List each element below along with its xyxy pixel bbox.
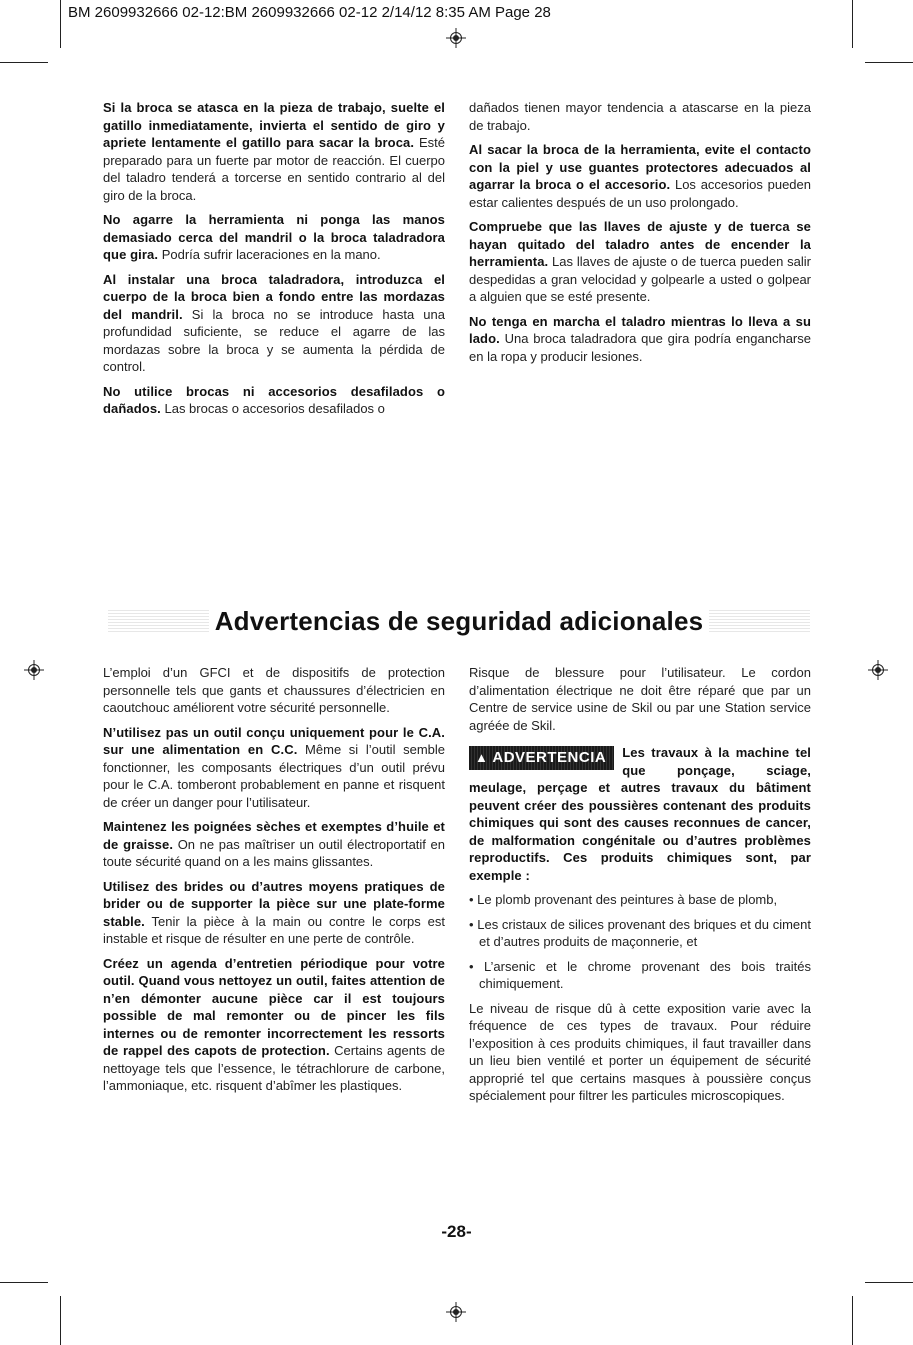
crop-mark (60, 0, 61, 48)
paragraph-text: Si la broca no se introduce hasta una profundidad suficiente, se reduce el agarre de las mordazas sobre la broca y se aumenta la pérdida de control. (103, 306, 445, 374)
paragraph-bold: Si la broca se atasca en la pieza de trabajo, suelte el gatillo inmediatamente, invierta el sentido de giro y apriete lentamente el gatillo para sacar la broca. (103, 100, 445, 150)
crop-mark (0, 1282, 48, 1283)
paragraph (103, 878, 445, 948)
paragraph (103, 211, 445, 264)
paragraph (469, 99, 811, 134)
printer-slug: BM 2609932666 02-12:BM 2609932666 02-12 2/14/12 8:35 AM Page 28 (68, 4, 551, 21)
paragraph-text: Las llaves de ajuste o de tuerca pueden salir despedidas a gran velocidad y golpearle a usted o golpear a alguien que se esté presente. (469, 254, 811, 304)
list-item: • Le plomb provenant des peintures à base de plomb, (469, 892, 778, 907)
paragraph-bold: No tenga en marcha el taladro mientras lo lleva a su lado. (469, 313, 811, 346)
paragraph-text: Las brocas o accesorios desafilados o (160, 401, 385, 416)
list-item-text: Le plomb provenant des peintures à base de plomb, (477, 892, 778, 907)
spanish-left-column (103, 99, 445, 425)
paragraph-text: Même si l’outil semble fonctionner, les composants électriques d’un outil prévu pour le C.A. tomberont probablement en panne et risquent de créer un danger pour l’utilisateur. (103, 742, 445, 810)
section-title-text: Advertencias de seguridad adicionales (209, 606, 710, 636)
paragraph (103, 955, 445, 1095)
paragraph-bold: Al instalar una broca taladradora, introduzca el cuerpo de la broca bien a fondo entre las mordazas del mandril. (103, 271, 445, 322)
paragraph-text: Tenir la pièce à la main ou contre le corps est instable et risque de résulter en une perte de contrôle. (103, 913, 445, 946)
crop-mark (60, 1296, 61, 1345)
warning-triangle-icon: ▲ (475, 750, 489, 765)
paragraph-bold: N’utilisez pas un outil conçu uniquement pour le C.A. sur une alimentation en C.C. (103, 724, 445, 757)
paragraph-text: L’emploi d’un GFCI et de dispositifs de protection personnelle tels que gants et chaussures d’électricien en caoutchouc améliorent votre sécurité personnelle. (103, 665, 445, 715)
paragraph (103, 818, 445, 871)
french-left-column (103, 664, 445, 1102)
paragraph: Le niveau de risque dû à cette exposition varie avec la fréquence de ces types de travaux. Pour réduire l’exposition à ces produits chimiques, il faut travailler dans un lieu bien ventilé et porter un équipement de sécurité approprié tel que certains masques à poussière conçus spécialement pour filtrer les particules microscopiques. (469, 1000, 811, 1103)
crop-mark (852, 1296, 853, 1345)
crop-mark (852, 0, 853, 48)
paragraph-text: Los accesorios pueden estar calientes después de un uso prolongado. (469, 177, 811, 210)
paragraph-text: Esté preparado para un fuerte par motor de reacción. El cuerpo del taladro tenderá a torcerse en sentido contrario al del giro de la broca. (103, 135, 445, 203)
warning-badge (469, 746, 614, 770)
paragraph (103, 99, 445, 204)
paragraph-bold: Utilisez des brides ou d’autres moyens pratiques de brider ou de supporter la pièce sur une plate-forme stable. (103, 878, 445, 929)
warning-label: ADVERTENCIA (492, 749, 607, 766)
list-item-text: Les cristaux de silices provenant des briques et du ciment et d’autres produits de maçonnerie, et (477, 916, 811, 949)
spanish-right-column (469, 99, 811, 372)
paragraph-text: Una broca taladradora que gira podría engancharse en la ropa y producir lesiones. (469, 331, 811, 364)
registration-mark-icon (446, 28, 466, 48)
paragraph (469, 218, 811, 306)
paragraph (469, 141, 811, 211)
french-right-column (469, 664, 811, 1112)
paragraph (103, 271, 445, 376)
paragraph (103, 383, 445, 418)
registration-mark-icon (24, 660, 44, 680)
crop-mark (0, 62, 48, 63)
paragraph-bold: No utilice brocas ni accesorios desafilados o dañados. (103, 383, 445, 416)
paragraph-text: Certains agents de nettoyage tels que l’essence, le tétrachlorure de carbone, l’ammoniaque, etc. risquent d’abîmer les plastiques. (103, 1043, 445, 1093)
list-item: • Les cristaux de silices provenant des briques et du ciment et d’autres produits de maçonnerie, et (469, 916, 811, 949)
paragraph (103, 724, 445, 812)
crop-mark (865, 62, 913, 63)
paragraph-text: dañados tienen mayor tendencia a atascarse en la pieza de trabajo. (469, 100, 811, 133)
section-banner (108, 604, 810, 642)
paragraph-text: Podría sufrir laceraciones en la mano. (158, 247, 381, 262)
paragraph-bold: No agarre la herramienta ni ponga las manos demasiado cerca del mandril o la broca taladradora que gira. (103, 212, 445, 262)
paragraph: Risque de blessure pour l’utilisateur. Le cordon d’alimentation électrique ne doit être réparé que par un Centre de service usine de Skil ou par une Station service agréée de Skil. (469, 665, 811, 733)
paragraph (103, 664, 445, 717)
paragraph-bold: Créez un agenda d’entretien périodique pour votre outil. Quand vous nettoyez un outil, faites attention de n’en démonter aucune pièce car il est toujours possible de mal remonter ou de pincer les fils internes ou de remonter incorrectement les ressorts de rappel des capots de protection. (103, 955, 445, 1058)
paragraph-bold: Maintenez les poignées sèches et exemptes d’huile et de graisse. (103, 819, 445, 852)
paragraph-bold: Al sacar la broca de la herramienta, evite el contacto con la piel y use guantes protectores adecuados al agarrar la broca o el accesorio. (469, 142, 811, 192)
paragraph-text: On ne pas maîtriser un outil électroportatif en toute sécurité quand on a les mains glissantes. (103, 836, 446, 869)
list-item-text: L’arsenic et le chrome provenant des bois traités chimiquement. (479, 958, 811, 991)
paragraph (469, 313, 811, 366)
crop-mark (865, 1282, 913, 1283)
section-title (108, 606, 810, 637)
list-item: • L’arsenic et le chrome provenant des bois traités chimiquement. (469, 958, 811, 991)
registration-mark-icon (868, 660, 888, 680)
page-number: -28- (441, 1222, 472, 1241)
warning-paragraph (469, 744, 811, 884)
warning-text: Les travaux à la machine tel que ponçage, sciage, meulage, perçage et autres travaux du bâtiment peuvent créer des poussières contenant des produits chimiques qui sont des causes reconnues de cancer, de malformation congénitale ou d’autres problèmes reproductifs. Ces produits chimiques sont, par exemple : (469, 745, 811, 883)
registration-mark-icon (446, 1302, 466, 1322)
paragraph-bold: Compruebe que las llaves de ajuste y de tuerca se hayan quitado del taladro antes de encender la herramienta. (469, 219, 811, 269)
